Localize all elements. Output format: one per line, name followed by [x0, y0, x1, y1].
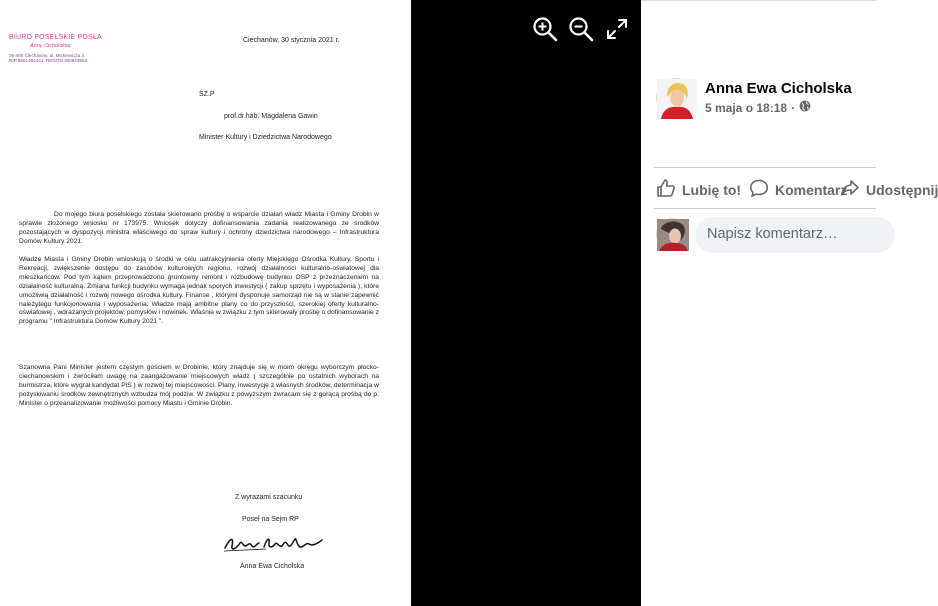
comment-button[interactable]	[749, 178, 847, 201]
letter-paragraph-3: Szanowna Pani Minister jestem częstym gościem w Drobinie, który znajduje się w moim okręgu wyborczym płocko-ciechanowskim i zwróciłam uwagę na zaangażowanie miejscowych władz ( szczególnie po ostatnich wyborach na burmistrza, które wygrał kandydat PiS ) w rozwój tej miejscowości. Plany, inwestycje z własnych środków, determinacja w pozyskiwaniu środków zewnętrznych wzbudza mój podziw. W związku z powyższym zwracam się z gorącą prośbą do p. Minister o przeanalizowanie możliwości pomocy Miastu i Gminie Drobin.	[19, 364, 379, 407]
sender-address: 06-400 Ciechanów, ul. Mickiewicza 3	[9, 53, 85, 58]
recipient-name: prof.dr.hab. Magdalena Gawin	[224, 113, 318, 120]
zoom-in-icon[interactable]	[532, 16, 558, 42]
fullscreen-icon[interactable]	[606, 18, 628, 40]
post-sidebar	[641, 0, 938, 606]
comment-label: Komentarz	[775, 181, 848, 198]
sender-ids: NIP 5661484441, REGON 300843954	[9, 58, 88, 63]
comment-bubble-icon	[749, 178, 769, 201]
meta-separator: ·	[791, 100, 796, 115]
comment-placeholder: Napisz komentarz…	[707, 226, 838, 242]
letter-paragraph-1: Do mojego biura poselskiego została skierowano prośbę o wsparcie działań władz Miasta i Gminy Drobin w sprawie złożonego wniosku nr 173975. Wniosek dotyczy dofinansowania zadania realizowanego ze środków pozostających w dyspozycji ministra właściwego do spraw kultury i ochrony dziedzictwa narodowego – Infrastruktura Domów Kultury 2021.	[19, 211, 379, 245]
photo-viewer-background	[411, 0, 641, 606]
post-author-name[interactable]: Anna Ewa Cicholska	[705, 80, 852, 97]
zoom-out-icon[interactable]	[568, 16, 594, 42]
share-arrow-icon	[840, 178, 860, 201]
divider-bottom	[654, 208, 876, 209]
letter-image	[0, 0, 411, 606]
signatory-role: Poseł na Sejm RP	[242, 516, 299, 523]
post-meta	[705, 100, 811, 115]
like-button[interactable]	[656, 178, 741, 201]
signatory-name: Anna Ewa Cicholska	[240, 563, 305, 570]
sender-title: BIURO POSELSKIE POSŁA	[9, 34, 102, 41]
salutation-abbr: SZ.P	[199, 91, 215, 98]
divider-top	[654, 167, 876, 168]
letter-paragraph-2: Władze Miasta i Gminy Drobin wnioskują o środki w celu uatrakcyjnienia oferty Miejskiego Ośrodka Kultury, Sportu i Rekreacji, zwiększenie dostępu do zasobów kulturowych regionu, rozwój działalności kulturalno-oświatowej dla mieszkańców. Pod tym kątem przeprowadzono gruntowny remont i rozbudowę budynku OSP z przeznaczeniem na działalność kulturalną. Zmiana funkcji budynku wymaga jednak sporych inwestycji ( zakup sprzętu i wyposażenia ), które umożliwią działalność i rozwój nowego ośrodka kultury. Finanse , którymi dysponuje samorząd nie są w stanie zapewnić należytego funkcjonowania i wyposażenia. Władze mają ambitne plany co do przyszłości, szerokiej oferty kulturalno-oświatowej , wdrażanych projektów, pomysłów i nowinek. Właśnie w związku z tym skierowały prośbę o dofinansowanie z programu " Infrastruktura Domów Kultury 2021 ".	[19, 256, 379, 326]
share-label: Udostępnij	[866, 181, 938, 198]
handwritten-signature	[222, 534, 330, 559]
globe-icon	[799, 100, 811, 115]
author-avatar[interactable]	[656, 78, 696, 118]
post-date[interactable]: 5 maja o 18:18	[705, 100, 788, 115]
recipient-title: Minister Kultury i Dziedzictwa Narodowego	[199, 134, 332, 141]
sender-name: Anny Cicholskiej	[30, 43, 71, 49]
place-date: Ciechanów, 30 stycznia 2021 r.	[243, 37, 340, 44]
comment-input[interactable]	[695, 217, 895, 253]
current-user-avatar[interactable]	[656, 218, 688, 250]
share-button[interactable]	[840, 178, 938, 201]
sender-letterhead	[9, 34, 102, 63]
closing: Z wyrazami szacunku	[235, 494, 303, 501]
like-label: Lubię to!	[682, 181, 742, 198]
thumbs-up-icon	[656, 178, 676, 201]
